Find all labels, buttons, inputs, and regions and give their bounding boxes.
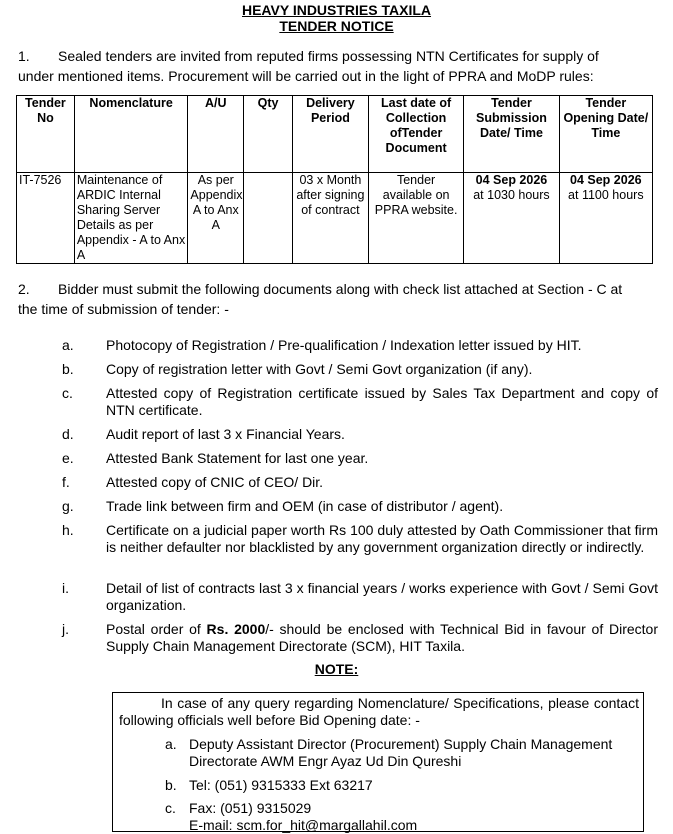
postal-order-amount: Rs. 2000	[206, 621, 266, 637]
item-letter: c.	[62, 385, 73, 401]
item-text: Deputy Assistant Director (Procurement) Supply Chain Management Directorate AWM Engr Ayaz Ud Din Qureshi	[189, 736, 613, 769]
au-cell: As per Appendix A to Anx A	[188, 173, 244, 264]
item-letter: j.	[62, 621, 69, 637]
submission-cell	[464, 173, 559, 264]
tender-no-cell: IT-7526	[17, 173, 75, 264]
item-text-part: Postal order of	[106, 621, 207, 637]
item-text: Copy of registration letter with Govt / Semi Govt organization (if any).	[106, 361, 533, 377]
note-box	[112, 692, 644, 832]
paragraph-number: 1.	[18, 48, 30, 64]
column-header: A/U	[188, 96, 244, 173]
note-title: NOTE:	[314, 661, 359, 677]
qty-cell	[244, 173, 293, 264]
column-header: Tender Submission Date/ Time	[464, 96, 559, 173]
opening-time: at 1100 hours	[568, 188, 644, 202]
opening-date: 04 Sep 2026	[570, 173, 642, 187]
paragraph-text: Bidder must submit the following documents along with check list attached at Section - C at	[58, 281, 623, 297]
nomenclature-cell: Maintenance of ARDIC Internal Sharing Server Details as per Appendix - A to Anx A	[74, 173, 188, 264]
paragraph-text: under mentioned items. Procurement will be carried out in the light of PPRA and MoDP rules:	[18, 68, 594, 84]
item-text: Tel: (051) 9315333 Ext 63217	[189, 777, 373, 793]
item-text: Trade link between firm and OEM (in case of distributor / agent).	[106, 498, 504, 514]
opening-cell	[559, 173, 652, 264]
paragraph-text: the time of submission of tender: -	[18, 301, 229, 317]
item-text: Photocopy of Registration / Pre-qualification / Indexation letter issued by HIT.	[106, 337, 582, 353]
heading-organization: HEAVY INDUSTRIES TAXILA	[241, 2, 432, 18]
column-header: Tender Opening Date/ Time	[559, 96, 652, 173]
item-letter: b.	[165, 777, 177, 793]
column-header: Last date of Collection ofTender Document	[368, 96, 463, 173]
paragraph-number: 2.	[18, 281, 30, 297]
submission-date: 04 Sep 2026	[475, 173, 548, 187]
item-letter: i.	[62, 580, 69, 596]
collection-cell: Tender available on PPRA website.	[368, 173, 463, 264]
paragraph-1	[18, 46, 658, 86]
item-letter: e.	[62, 450, 74, 466]
item-text: Audit report of last 3 x Financial Years.	[106, 426, 345, 442]
table-header-row	[17, 96, 653, 173]
item-letter: a.	[62, 337, 74, 353]
item-text: Fax: (051) 9315029	[189, 800, 312, 816]
column-header: Qty	[244, 96, 293, 173]
note-email: E-mail: scm.for_hit@margallahil.com	[189, 817, 418, 833]
item-letter: b.	[62, 361, 74, 377]
heading-tender-notice: TENDER NOTICE	[279, 18, 394, 34]
item-text-part: /- should be enclosed with Technical Bid in favour of Director Supply Chain Management Directorate (SCM), HIT Taxila.	[106, 621, 658, 654]
item-text: Attested copy of Registration certificate issued by Sales Tax Department and copy of NTN certificate.	[106, 385, 658, 418]
tender-table	[16, 95, 653, 264]
column-header: Nomenclature	[74, 96, 188, 173]
item-text: Certificate on a judicial paper worth Rs 100 duly attested by Oath Commissioner that firm is neither defaulter nor blacklisted by any government organization directly or indirectly.	[106, 522, 658, 555]
item-text: Attested copy of CNIC of CEO/ Dir.	[106, 474, 324, 490]
column-header: Delivery Period	[292, 96, 368, 173]
column-header: Tender No	[17, 96, 75, 173]
item-text	[106, 621, 658, 655]
item-letter: a.	[165, 736, 177, 752]
paragraph-text: Sealed tenders are invited from reputed firms possessing NTN Certificates for supply of	[58, 48, 599, 64]
item-text: Attested Bank Statement for last one year.	[106, 450, 369, 466]
item-letter: f.	[62, 474, 70, 490]
submission-time: at 1030 hours	[473, 188, 550, 202]
item-letter: h.	[62, 522, 74, 538]
paragraph-2	[18, 279, 658, 319]
delivery-cell: 03 x Month after signing of contract	[292, 173, 368, 264]
item-letter: d.	[62, 426, 74, 442]
item-text: Detail of list of contracts last 3 x financial years / works experience with Govt / Semi Govt organization.	[106, 580, 658, 613]
item-letter: c.	[165, 800, 176, 816]
item-letter: g.	[62, 498, 74, 514]
table-row	[17, 173, 653, 264]
note-intro: In case of any query regarding Nomenclature/ Specifications, please contact following officials well before Bid Opening date: -	[119, 695, 639, 728]
